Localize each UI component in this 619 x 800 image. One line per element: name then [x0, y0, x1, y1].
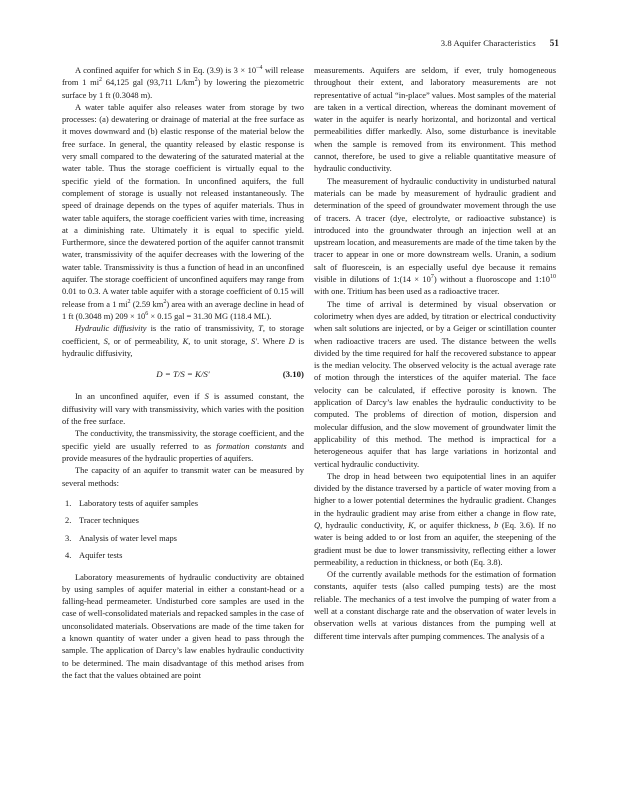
methods-list [62, 497, 304, 562]
paragraph: The conductivity, the transmissivity, the storage coefficient, and the specific yield are usually referred to as formation constants and provide measures of the hydraulic properties of aquifers. [62, 428, 304, 463]
left-column [62, 64, 304, 681]
list-item: 4. Aquifer tests [65, 550, 123, 561]
paragraph: The drop in head between two equipotential lines in an aquifer divided by the distance traversed by a particle of water moving from a higher to a lower potential determines the hydraulic gradient. Changes in the hydraulic gradient may arise from either a change in flow rate, Q, hydraulic conductivity, K, or aquifer thickness, b (Eq. 3.6). If no water is being added to or lost from an aquifer, the steepening of the gradient must be due to lower transmissivity, reflecting either a lower permeability, a reduction in thickness, or both (Eq. 3.8). [314, 470, 556, 567]
paragraph: The capacity of an aquifer to transmit water can be measured by several methods: [62, 465, 304, 488]
equation-expression: D = T/S = K/S′ [156, 369, 210, 380]
paragraph: The time of arrival is determined by visual observation or colorimetry when dyes are added, by titration or electrical conductivity when salt solutions are injected, or by a Geiger or scintillation counter when radioactive tracers are used. The distance between the wells divided by the time required for half the recovered substance to appear is the median velocity. The observed velocity is the actual average rate of motion through the interstices of the aquifer material. The face velocity can be calculated, if effective porosity is known. The application of Darcy’s law enables the hydraulic conductivity to be computed. The problems of direction of motion, dispersion and molecular diffusion, and the slow movement of groundwater limit the applicability of this method. The method is impractical for a heterogeneous aquifer that has large variations in horizontal and vertical hydraulic conductivity. [314, 298, 556, 469]
right-column [314, 64, 556, 642]
list-item: 3. Analysis of water level maps [65, 532, 177, 543]
paragraph: measurements. Aquifers are seldom, if ever, truly homogeneous throughout their extent, and laboratory measurements are not representative of actual “in-place” values. Most samples of the material are taken in a vertical direction, whereas the dominant movement of water in the aquifer is nearly horizontal, and horizontal and vertical permeabilities differ markedly. Also, some disturbance is inevitable when the sample is removed from its environment. This method cannot, therefore, be used to give a reliable quantitative measure of hydraulic conductivity. [314, 65, 556, 174]
paragraph: In an unconfined aquifer, even if S is assumed constant, the diffusivity will vary with transmissivity, which varies with the position of the free surface. [62, 391, 304, 427]
paragraph: Of the currently available methods for the estimation of formation constants, aquifer tests (also called pumping tests) are the most reliable. The mechanics of a test involve the pumping of water from a well at a constant discharge rate and the observation of water levels in observation wells at various distances from the pumping well at different time intervals after pumping commences. The analysis of a [314, 569, 556, 641]
equation [62, 368, 304, 380]
running-head [441, 38, 559, 48]
page-number: 51 [549, 38, 559, 48]
section-title: 3.8 Aquifer Characteristics [440, 38, 536, 48]
paragraph: Laboratory measurements of hydraulic conductivity are obtained by using samples of aquifer material in either a constant-head or a falling-head permeameter. Undisturbed core samples are used in the case of well-consolidated materials and repacked samples in the case of unconsolidated materials. Observations are made of the time taken for a known quantity of water under a given head to pass through the sample. The application of Darcy’s law enables hydraulic conductivity to be determined. The main disadvantage of this method arises from the fact that the values obtained are point [62, 571, 304, 680]
paragraph: The measurement of hydraulic conductivity in undisturbed natural materials can be made by measurement of hydraulic gradient and determination of the speed of groundwater movement through the use of tracers. A tracer (dye, electrolyte, or radioactive substance) is introduced into the groundwater through an injection well at an upstream location, and measurements are made of the time taken by the tracer to appear in one or more downstream wells. Uranin, a sodium salt of fluorescein, is an especially useful dye because it remains visible in dilutions of 1:(14 × $10^7$) without a fluoroscope and $1:10^{10}$ with one. Tritium has been used as a radioactive tracer. [314, 175, 556, 297]
paragraph: Hydraulic diffusivity is the ratio of transmissivity, T, to storage coefficient, S, or of permeability, K, to unit storage, S′. Where D is hydraulic diffusivity, [62, 323, 304, 358]
list-item: 2. Tracer techniques [65, 515, 139, 526]
list-item: 1. Laboratory tests of aquifer samples [65, 497, 199, 508]
equation-number: (3.10) [282, 369, 304, 380]
paragraph: A water table aquifer also releases water from storage by two processes: (a) dewatering or drainage of material at the free surface as it moves downward and (b) elastic response of the material below the free surface. In general, the quantity released by elastic response is very small compared to the dewatering of the saturated material at the water table. Thus the storage coefficient is virtually equal to the specific yield of the formation. In unconfined aquifers, the full complement of storage is usually not released instantaneously. The speed of drainage depends on the types of aquifer materials. Thus in water table aquifers, the storage coefficient varies with time, increasing at a diminishing rate. Ultimately it is equal to specific yield. Furthermore, since the dewatered portion of the aquifer cannot transmit water, transmissivity of the aquifer decreases with the lowering of the water table. Transmissivity is thus a function of head in an unconfined aquifer. The storage coefficient of unconfined aquifers may range from 0.01 to 0.3. A water table aquifer with a storage coefficient of 0.15 will release from a 1 $mi^2$ (2.59 $km^2$) area with an average decline in head of 1 ft (0.3048 m) $209 \times 10^6 \times 0.15$ gal = 31.30 MG (118.4 ML). [62, 101, 304, 321]
paragraph: A confined aquifer for which S in Eq. (3.9) is $3 \times 10^{-4}$ will release from 1 $mi^2$ 64,125 gal (93,711 $L/km^2$) by lowering the piezometric surface by 1 ft (0.3048 m). [62, 65, 304, 100]
